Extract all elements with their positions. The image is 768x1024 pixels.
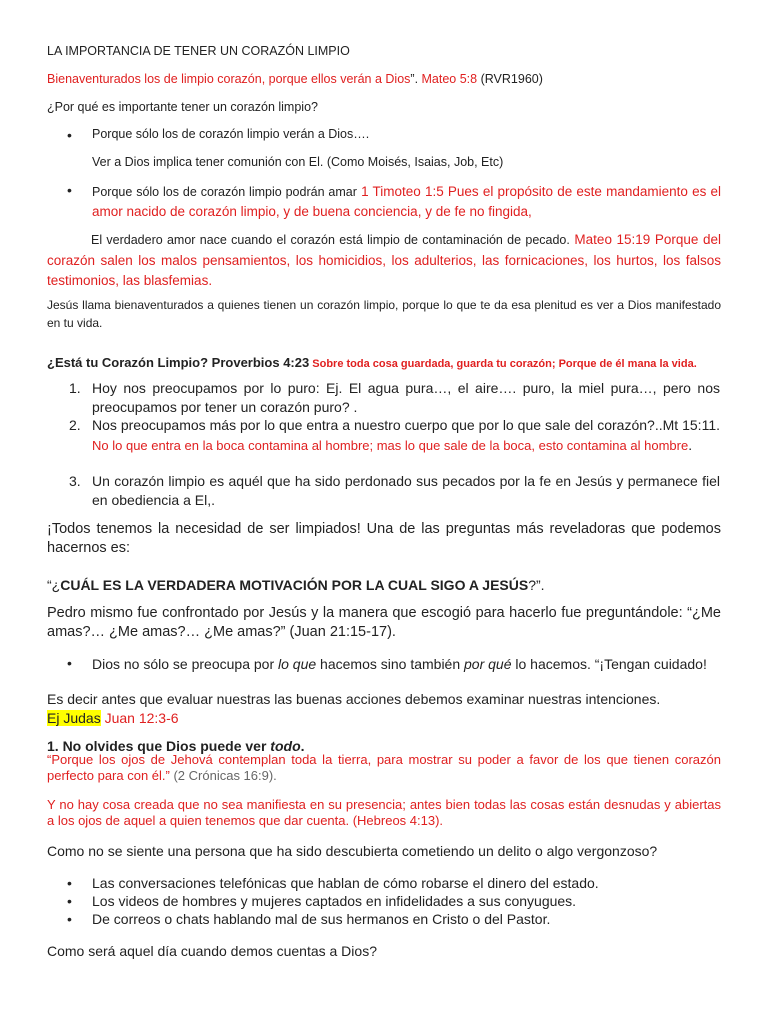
bullet-item: • Porque sólo los de corazón limpio verán a Dios…. [67, 127, 370, 143]
numbered-list [47, 379, 721, 509]
list-item: 3. Un corazón limpio es aquél que ha sido perdonado sus pecados por la fe en Jesús y permanece fiel en obediencia a El,. [69, 473, 720, 508]
bullet-dot: • [67, 893, 72, 909]
question-1: ¿Por qué es importante tener un corazón limpio? [47, 100, 318, 114]
list-item: 2. Nos preocupamos más por lo que entra a nuestro cuerpo que por lo que sale del corazón?..Mt 15:11. No lo que entra en la boca contamina al hombre; mas lo que sale de la boca, esto contamina al hombre. [69, 417, 720, 453]
paragraph-dar-cuentas: Como será aquel día cuando demos cuentas a Dios? [47, 943, 377, 959]
example-judas: Ej Judas Juan 12:3-6 [47, 710, 179, 726]
paragraph-intenciones: Es decir antes que evaluar nuestras las buenas acciones debemos examinar nuestras intenciones. [47, 691, 661, 707]
paragraph-limpiados: ¡Todos tenemos la necesidad de ser limpiados! Una de las preguntas más reveladoras que podemos hacernos es: [47, 521, 721, 556]
heading-motivacion: “¿CUÁL ES LA VERDADERA MOTIVACIÓN POR LA CUAL SIGO A JESÚS?”. [47, 577, 545, 593]
quote-hebreos: Y no hay cosa creada que no sea manifiesta en su presencia; antes bien todas las cosas están desnudas y abiertas a los ojos de aquel a quien tenemos que dar cuenta. (Hebreos 4:13). [47, 797, 721, 828]
heading-dios-ve-todo: 1. No olvides que Dios puede ver todo. [47, 738, 305, 754]
document-title: LA IMPORTANCIA DE TENER UN CORAZÓN LIMPIO [47, 44, 350, 58]
bullet-item: • Porque sólo los de corazón limpio podrán amar 1 Timoteo 1:5 Pues el propósito de este mandamiento es el amor nacido de corazón limpio, y de buena conciencia, y de fe no fingida, [67, 182, 722, 219]
heading-corazon-limpio: ¿Está tu Corazón Limpio? Proverbios 4:23 Sobre toda cosa guardada, guarda tu corazón; Porque de él mana la vida. [47, 355, 697, 370]
bullet-dot: • [67, 127, 72, 143]
paragraph-verdadero-amor: El verdadero amor nace cuando el corazón está limpio de contaminación de pecado. Mateo 15:19 Porque del corazón salen los malos pensamientos, los homicidios, los adulterios, las fornicaciones, los hurtos, los falsos testimonios, las blasfemias. [47, 232, 721, 288]
verse-mateo-5-8 [47, 72, 721, 86]
paragraph-descubierta: Como no se siente una persona que ha sido descubierta cometiendo un delito o algo vergonzoso? [47, 843, 658, 859]
list-item: 1. Hoy nos preocupamos por lo puro: Ej. El agua pura…, el aire…. puro, la miel pura…, pero nos preocupamos por tener un corazón puro? . [69, 380, 720, 415]
bullet-note: Ver a Dios implica tener comunión con El. (Como Moisés, Isaias, Job, Etc) [92, 155, 504, 169]
paragraph-bienaventurados: Jesús llama bienaventurados a quienes tienen un corazón limpio, porque lo que te da esa plenitud es ver a Dios manifestado en tu vida. [47, 298, 721, 330]
list-item: • De correos o chats hablando mal de sus hermanos en Cristo o del Pastor. [67, 911, 551, 927]
paragraph-pedro: Pedro mismo fue confrontado por Jesús y la manera que escogió para hacerlo fue preguntándole: “¿Me amas?… ¿Me amas?… ¿Me amas?” (Juan 21:15-17). [47, 605, 721, 640]
quote-cronicas: “Porque los ojos de Jehová contemplan toda la tierra, para mostrar su poder a favor de los que tienen corazón perfecto para con él.” (2 Crónicas 16:9). [47, 752, 721, 783]
bullet-dot: • [67, 875, 72, 891]
verse-close: ”. [410, 72, 419, 86]
bullet-dot: • [67, 655, 72, 671]
bullet-dot: • [67, 911, 72, 927]
verse-ref: Mateo 5:8 [418, 72, 478, 86]
highlight-label: Ej Judas [47, 710, 101, 726]
verse-version: (RVR1960) [477, 72, 543, 86]
list-item: • Los videos de hombres y mujeres captados en infidelidades a sus conyugues. [67, 893, 577, 909]
bullet-dot: • [67, 182, 72, 198]
bullet-item: • Dios no sólo se preocupa por lo que hacemos sino también por qué lo hacemos. “¡Tengan cuidado! [67, 655, 707, 672]
list-item: • Las conversaciones telefónicas que hablan de cómo robarse el dinero del estado. [67, 875, 599, 891]
bullet-list [47, 874, 721, 928]
verse-quote: Bienaventurados los de limpio corazón, porque ellos verán a Dios [47, 72, 411, 86]
